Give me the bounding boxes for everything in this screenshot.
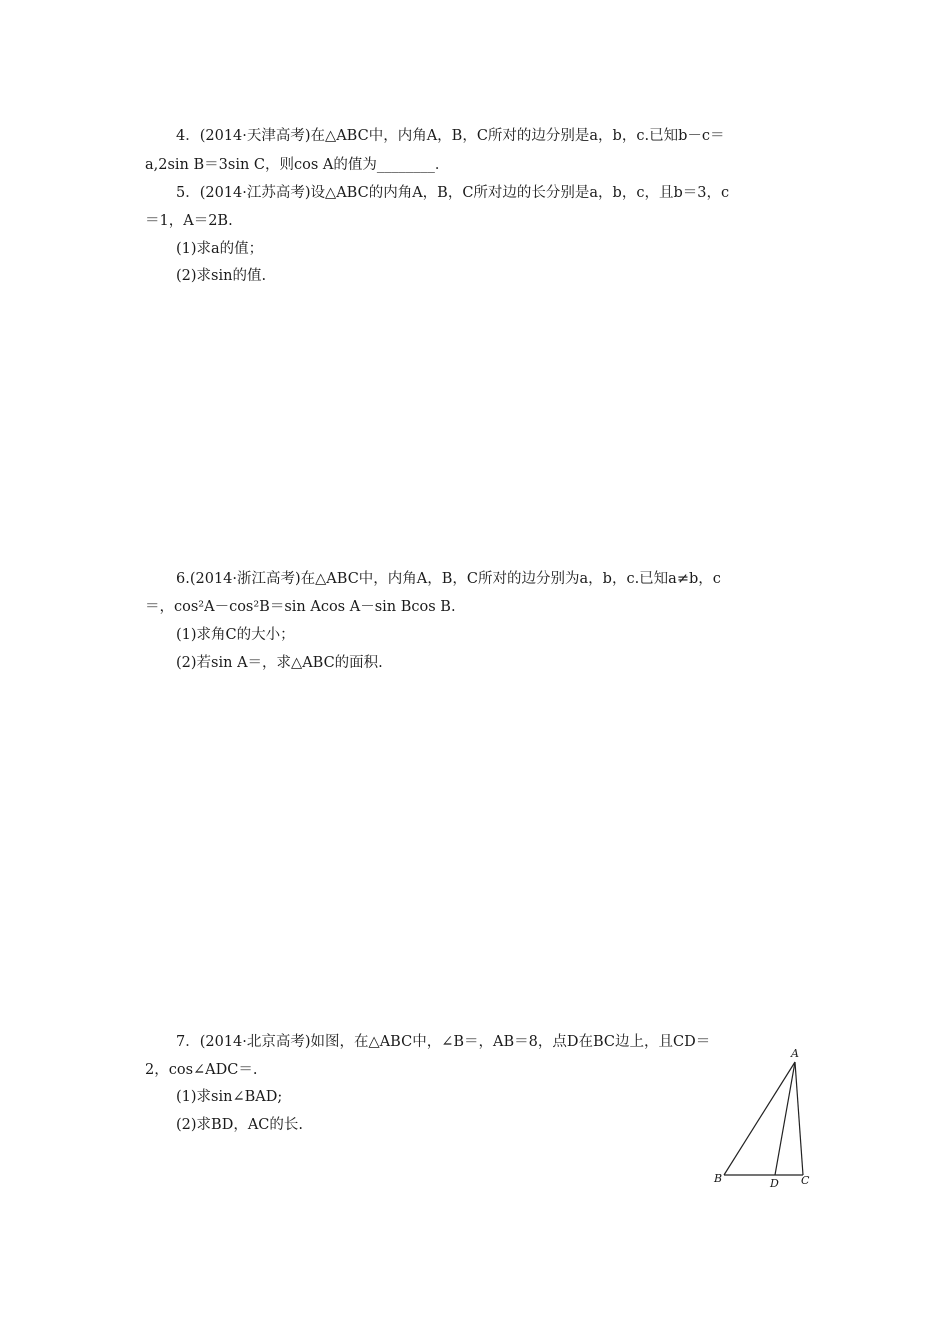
segment-ab (724, 1062, 795, 1175)
vertex-c-label: C (801, 1174, 810, 1187)
q5-line2: ＝1，A＝2B. (145, 213, 233, 229)
vertex-a-label: A (791, 1047, 799, 1060)
q4-line1: 4．(2014·天津高考)在△ABC中，内角A，B，C所对的边分别是a，b，c.已知b－c＝ (176, 128, 725, 144)
segment-ac (795, 1062, 803, 1175)
q4-line2: a,2sin B＝3sin C，则cos A的值为________． (145, 157, 450, 173)
q7-sub2: (2)求BD，AC的长. (176, 1117, 303, 1133)
q5-line1: 5．(2014·江苏高考)设△ABC的内角A，B，C所对边的长分别是a，b，c，且b＝3，c (176, 185, 730, 201)
q6-line2: ＝，cos²A－cos²B＝sin Acos A－sin Bcos B. (145, 599, 456, 615)
q6-line1: 6.(2014·浙江高考)在△ABC中，内角A，B，C所对的边分别为a，b，c.已知a≠b，c (176, 571, 721, 587)
q6-sub2: (2)若sin A＝，求△ABC的面积. (176, 655, 383, 671)
q7-line1: 7．(2014·北京高考)如图，在△ABC中，∠B＝，AB＝8，点D在BC边上，且CD＝ (176, 1034, 711, 1050)
q7-sub1: (1)求sin∠BAD; (176, 1089, 283, 1105)
triangle-figure (700, 1040, 820, 1190)
q5-sub2: (2)求sin的值. (176, 268, 267, 284)
q5-sub1: (1)求a的值； (176, 241, 264, 257)
q6-sub1: (1)求角C的大小； (176, 627, 295, 643)
vertex-b-label: B (714, 1172, 723, 1185)
q7-line2: 2，cos∠ADC＝. (145, 1062, 258, 1078)
point-d-label: D (770, 1177, 779, 1190)
